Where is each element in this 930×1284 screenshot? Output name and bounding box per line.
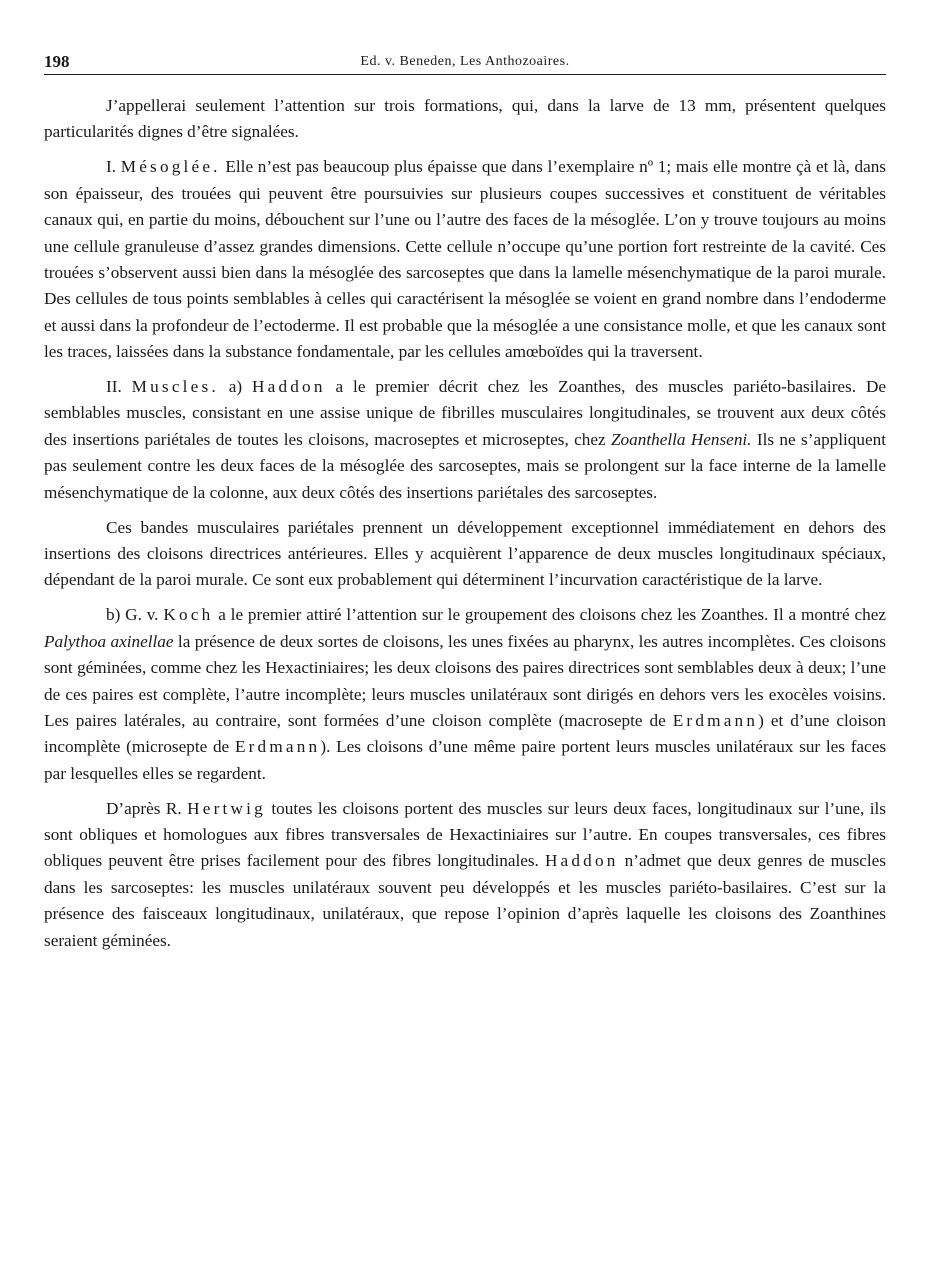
author-name: Haddon [544,851,619,871]
author-name: Erdmann [234,737,321,757]
subsection-marker: b) G. v. [106,605,164,625]
paragraph-bandes [44,515,886,594]
body-text [44,93,886,963]
running-separator: , [452,54,461,69]
running-book-title: Les Anthozoaires. [460,54,570,69]
author-name: Koch [163,605,214,625]
species-name: Zoanthella Henseni. [611,429,752,449]
paragraph-text: J’appellerai seulement l’attention sur trois formations, qui, dans la larve de 13 mm, présentent quelques particularités dignes d’être signalées. [44,96,886,142]
page-number: 198 [44,52,70,71]
author-name: Haddon [252,377,326,397]
paragraph-text: ) et d’une cloison incomplète (microsepte de [44,710,886,757]
running-header [44,52,886,75]
paragraph-text: Ils ne s’appliquent pas seulement contre les deux faces de la mésoglée des sarcoseptes, mais se prolongent sur la face interne de la lamelle mésenchymatique de la colonne, aux deux côtés des insertions pariétales des sarcoseptes. [44,429,886,502]
running-title [44,54,886,70]
paragraph-mesoglee [44,154,886,365]
paragraph-text: a le premier décrit chez les Zoanthes, des muscles pariéto-basilaires. De semblables muscles, consistant en une assise unique de fibrilles musculaires longitudinales, se trouvent aux deux côtés des insertions pariétales de toutes les cloisons, macroseptes et microseptes, chez [44,377,886,449]
paragraph-text: n’admet que deux genres de muscles dans les sarcoseptes: les muscles unilatéraux souvent peu développés et les muscles pariéto-basilaires. C’est sur la présence des faisceaux longitudinaux, unilatéraux, que repose l’opinion d’après laquelle les cloisons des Zoanthines seraient géminées. [44,851,886,950]
paragraph-text: la présence de deux sortes de cloisons, les unes fixées au pharynx, les autres incomplètes. Ces cloisons sont géminées, comme chez les Hexactiniaires; les deux cloisons des paires directrices sont semblables deux à deux; l’une de ces paires est complète, l’autre incomplète; leurs muscles unilatéraux sont dirigés en dehors vers les exocèles voisins. Les paires latérales, au contraire, sont formées d’une cloison complète (macrosepte de [44,631,886,730]
paragraph-text: D’après R. [106,798,188,818]
paragraph-text: Elle n’est pas beaucoup plus épaisse que dans l’exemplaire nº 1; mais elle montre çà et là, dans son épaisseur, des trouées qui peuvent être poursuivies sur plusieurs coupes successives et constituent de véritables canaux qui, en partie du moins, débouchent sur l’une ou l’autre des faces de la mésoglée. L’on y trouve toujours au moins une cellule granuleuse d’assez grandes dimensions. Cette cellule n’occupe qu’une portion fort restreinte de la cavité. Ces trouées s’observent aussi bien dans la mésoglée des sarcoseptes que dans la lamelle mésenchymatique de la paroi murale. Des cellules de tous points semblables à celles qui caractérisent la mésoglée se voient en grand nombre dans l’endoderme et aussi dans la profondeur de l’ectoderme. Il est probable que la mésoglée a une consistance molle, et que les canaux sont les traces, laissées dans la substance fondamentale, par les cellules amœboïdes qui la traversent. [44,157,886,362]
section-number: I. [106,157,121,177]
author-name: Erdmann [672,710,759,730]
paragraph-intro [44,93,886,146]
paragraph-muscles [44,374,886,506]
running-author: Ed. v. Beneden [360,54,453,69]
paragraph-text: toutes les cloisons portent des muscles sur leurs deux faces, longitudinaux sur l’une, ils sont obliques et homologues aux fibres transversales de Hexactiniaires sur l’autre. En coupes transversales, ces fibres obliques peuvent être prises facilement pour des fibres longitudinales. [44,798,886,871]
subsection-marker: a) [218,377,252,397]
paragraph-hertwig [44,796,886,954]
paragraph-text: ). Les cloisons d’une même paire portent leurs muscles unilatéraux sur les faces par lesquelles elles se regardent. [44,737,887,783]
paragraph-text: Ces bandes musculaires pariétales prennent un développement exceptionnel immédiatement en dehors des insertions des cloisons directrices antérieures. Elles y acquièrent l’apparence de deux muscles longitudinaux spéciaux, dépendant de la paroi murale. Ce sont eux probablement qui déterminent l’incurvation caractéristique de la larve. [44,517,886,590]
paragraph-koch [44,602,886,787]
section-heading: Muscles. [131,377,219,397]
section-number: II. [106,377,132,397]
species-name: Palythoa axinellae [44,631,174,651]
section-heading: Mésoglée. [120,157,221,177]
paragraph-text: a le premier attiré l’attention sur le groupement des cloisons chez les Zoanthes. Il a montré chez [213,605,886,625]
author-name: Hertwig [187,798,266,818]
